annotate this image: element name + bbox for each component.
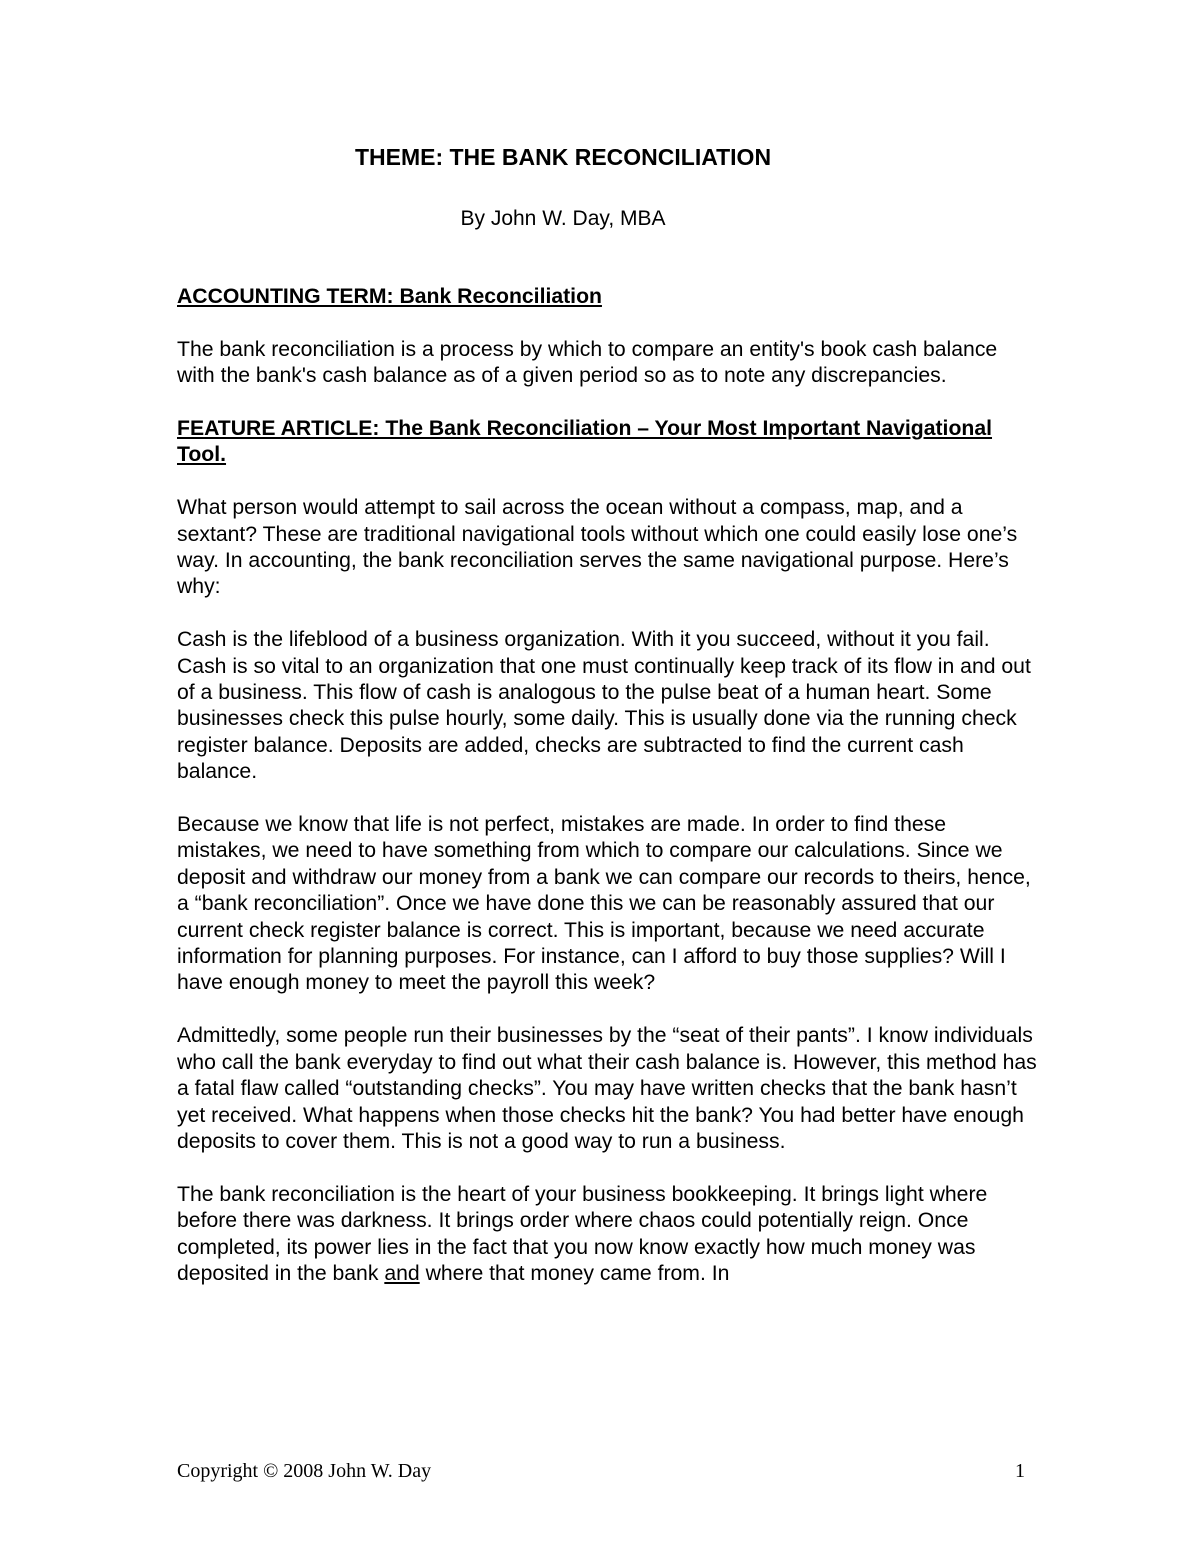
- paragraph-text: where that money came from. In: [419, 1261, 730, 1285]
- paragraph-text: The bank reconciliation is the heart of your business bookkeeping. It brings light where before there was darkness. It brings order where chaos could potentially reign. Once completed, its power lies in the fact that you now know exactly how much money was deposited in the bank: [177, 1182, 988, 1285]
- term-definition: The bank reconciliation is a process by which to compare an entity's book cash balance with the bank's cash balance as of a given period so as to note any discrepancies.: [177, 337, 998, 388]
- underlined-word: and: [384, 1261, 420, 1285]
- accounting-term-heading: ACCOUNTING TERM: Bank Reconciliation: [177, 285, 602, 308]
- body-paragraph-last: [177, 1182, 1037, 1288]
- feature-article-heading: FEATURE ARTICLE: The Bank Reconciliation – Your Most Important Navigational Tool.: [177, 417, 993, 467]
- body-paragraph: Because we know that life is not perfect, mistakes are made. In order to find these mistakes, we need to have something from which to compare our calculations. Since we deposit and withdraw our money from a bank we can compare our records to theirs, hence, a “bank reconciliation”. Once we have done this we can be reasonably assured that our current check register balance is correct. This is important, because we need accurate information for planning purposes. For instance, can I afford to buy those supplies? Will I have enough money to meet the payroll this week?: [177, 813, 1031, 995]
- document-body: [177, 284, 1037, 1314]
- page-footer: [177, 1458, 1025, 1484]
- document-title: THEME: THE BANK RECONCILIATION: [354, 144, 772, 170]
- page-number: 1: [1015, 1460, 1025, 1482]
- author-byline: By John W. Day, MBA: [460, 207, 666, 230]
- body-paragraph: Cash is the lifeblood of a business organization. With it you succeed, without it you fail. Cash is so vital to an organization that one must continually keep track of its flow in and out of a business. This flow of cash is analogous to the pulse beat of a human heart. Some businesses check this pulse hourly, some daily. This is usually done via the running check register balance. Deposits are added, checks are subtracted to find the current cash balance.: [177, 628, 1031, 784]
- copyright-notice: Copyright © 2008 John W. Day: [177, 1460, 432, 1482]
- body-paragraph: What person would attempt to sail across the ocean without a compass, map, and a sextant? These are traditional navigational tools without which one could easily lose one’s way. In accounting, the bank reconciliation serves the same navigational purpose. Here’s why:: [177, 496, 1018, 599]
- body-paragraph: Admittedly, some people run their businesses by the “seat of their pants”. I know individuals who call the bank everyday to find out what their cash balance is. However, this method has a fatal flaw called “outstanding checks”. You may have written checks that the bank hasn’t yet received. What happens when those checks hit the bank? You had better have enough deposits to cover them. This is not a good way to run a business.: [177, 1024, 1037, 1153]
